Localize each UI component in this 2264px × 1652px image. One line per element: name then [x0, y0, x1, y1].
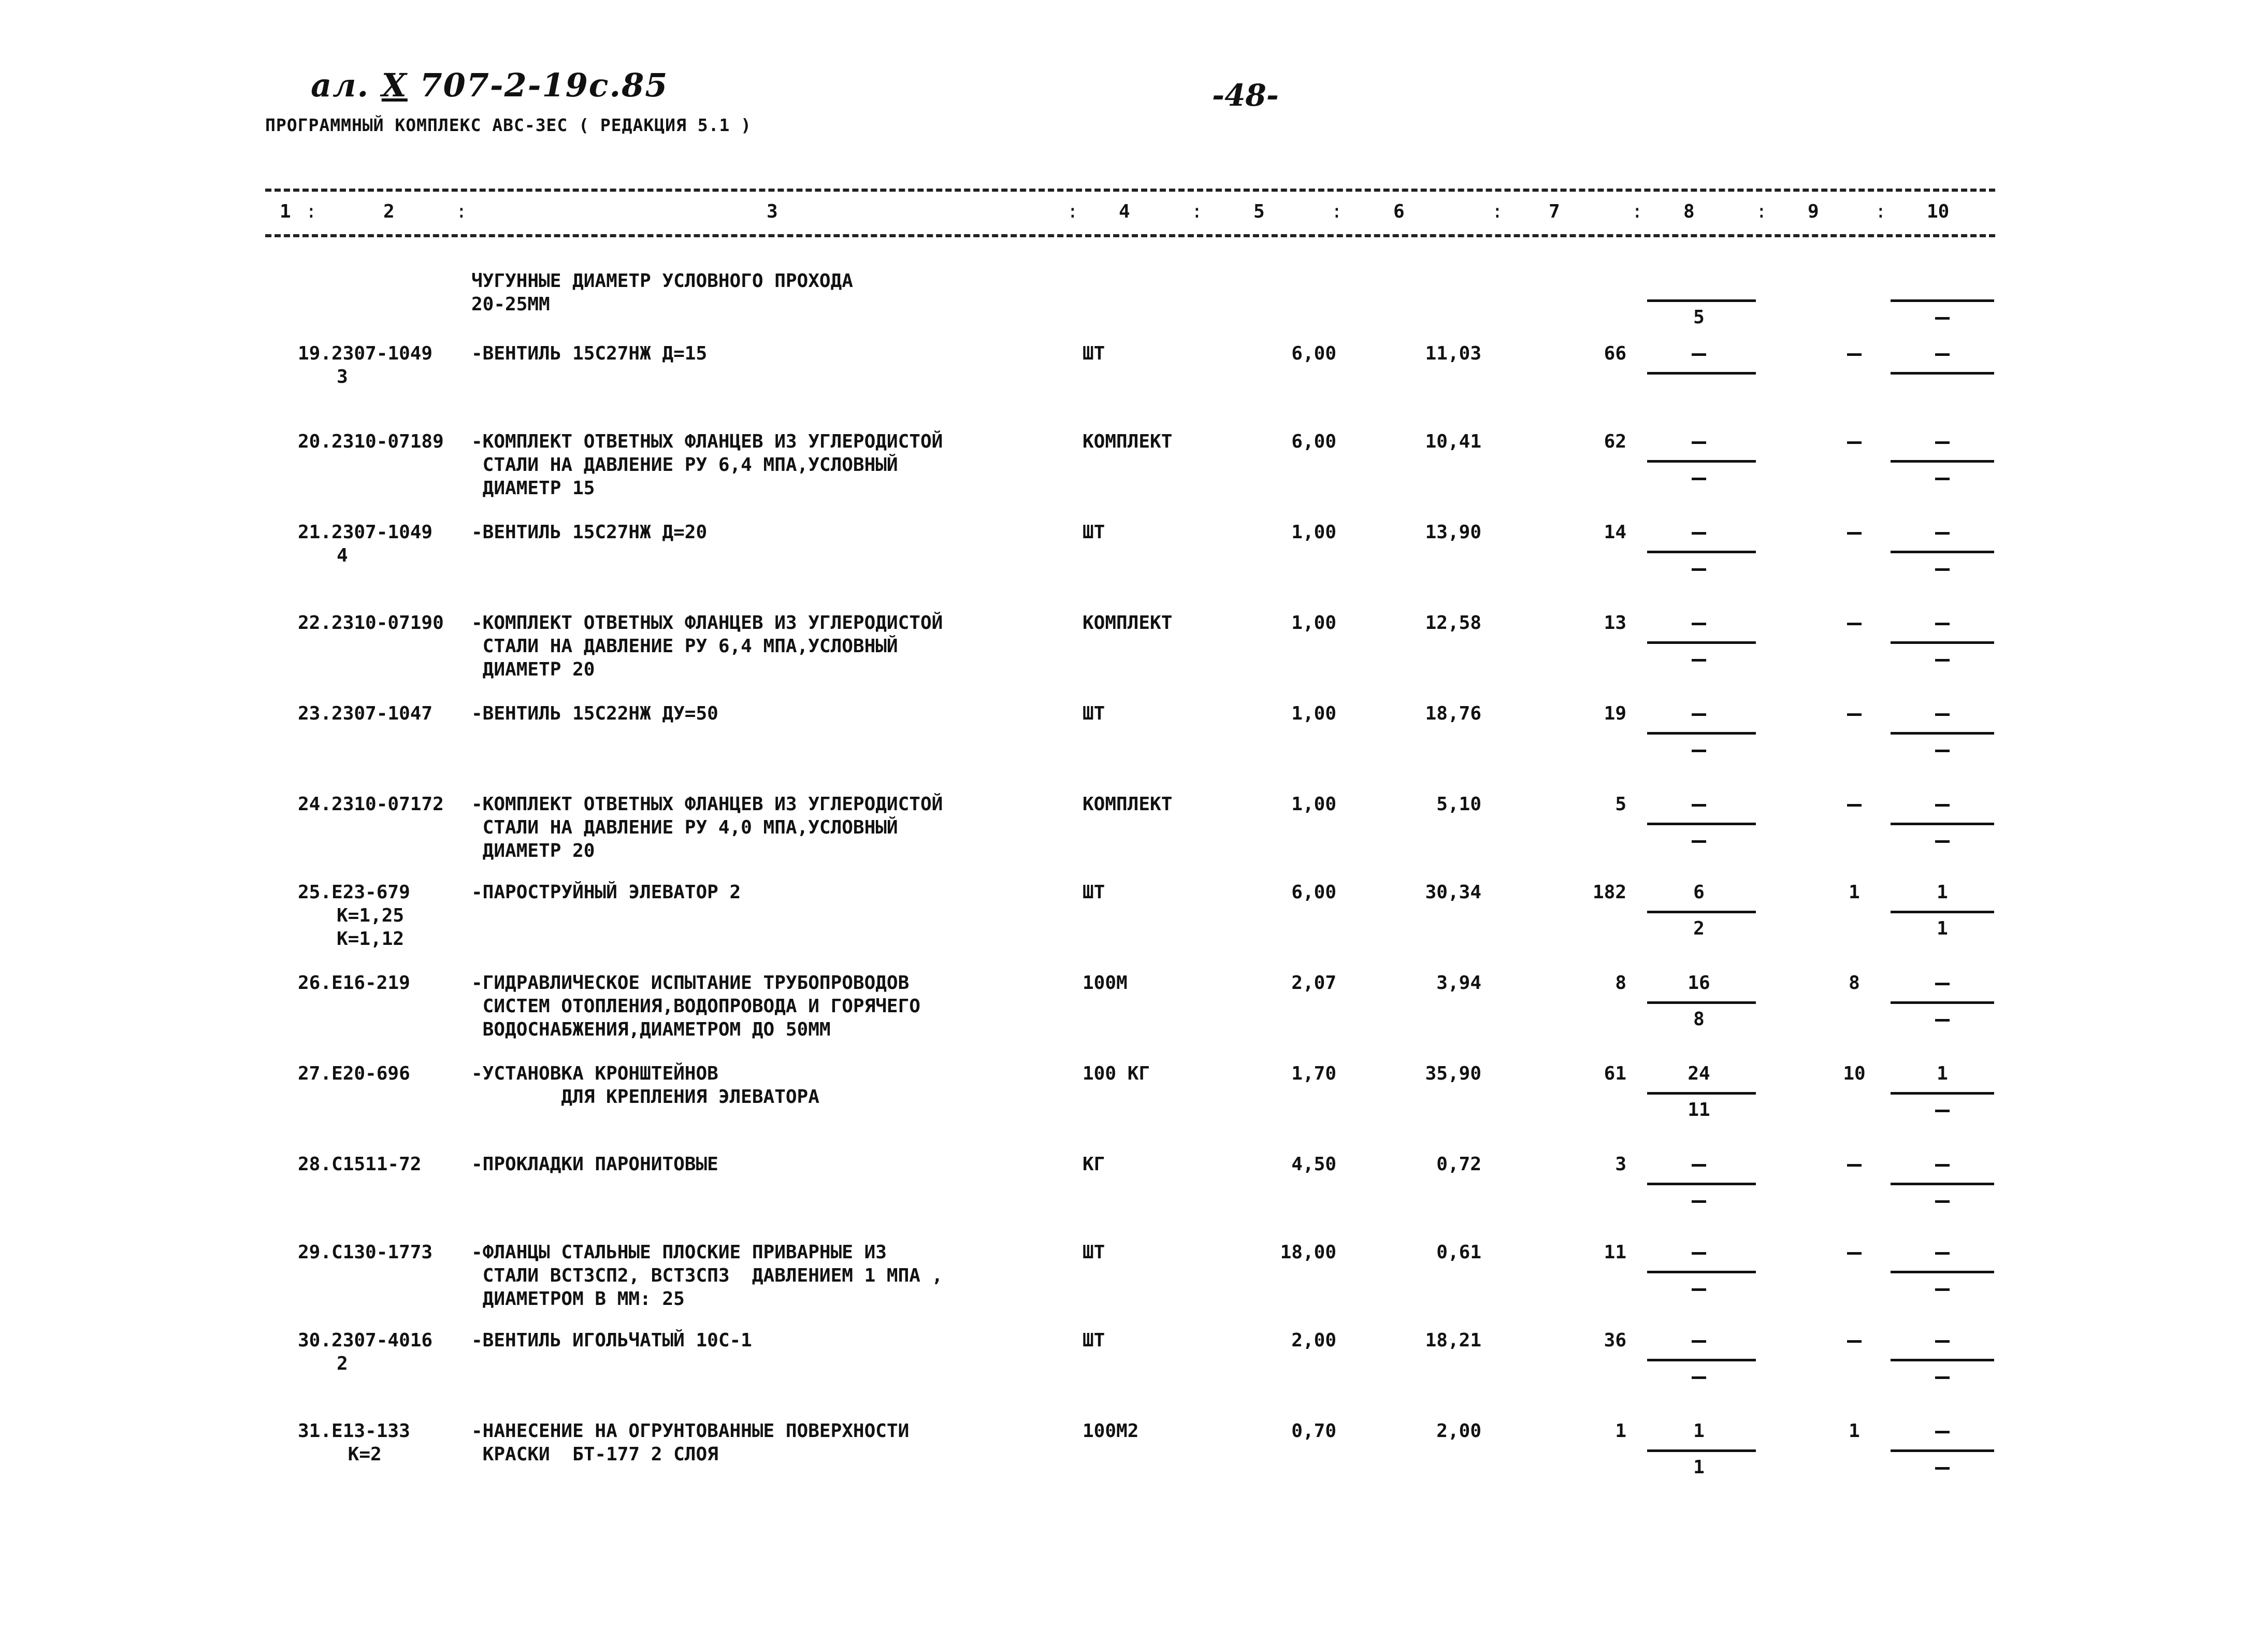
row-col8: 24 — [1688, 1063, 1710, 1084]
col-separator: : — [1875, 201, 1886, 222]
row-description: -КОМПЛЕКТ ОТВЕТНЫХ ФЛАНЦЕВ ИЗ УГЛЕРОДИСТОЙ СТАЛИ НА ДАВЛЕНИЕ РУ 4,0 МПА,УСЛОВНЫЙ ДИАМЕТР 20 — [471, 794, 943, 861]
row-col10-lower-dash — [1935, 478, 1950, 480]
col-separator: : — [1632, 201, 1643, 222]
col-separator: : — [456, 201, 467, 222]
row-code-note: 2 — [337, 1353, 348, 1374]
row-code: 25.Е23-679 — [298, 882, 410, 903]
row-col8-lower-dash — [1692, 1288, 1706, 1291]
row-col9: 1 — [1849, 882, 1860, 903]
row-col10-bar — [1891, 641, 1994, 644]
row-description: -УСТАНОВКА КРОНШТЕЙНОВ ДЛЯ КРЕПЛЕНИЯ ЭЛЕВАТОРА — [471, 1063, 819, 1108]
row-description: -КОМПЛЕКТ ОТВЕТНЫХ ФЛАНЦЕВ ИЗ УГЛЕРОДИСТОЙ СТАЛИ НА ДАВЛЕНИЕ РУ 6,4 МПА,УСЛОВНЫЙ ДИАМЕТР 20 — [471, 612, 943, 680]
row-unit-price: 3,94 — [1436, 972, 1481, 994]
row-code: 19.2307-1049 — [298, 343, 433, 364]
row-code-note: К=1,25 К=1,12 — [337, 905, 405, 950]
row-unit: КОМПЛЕКТ — [1083, 612, 1173, 634]
row-col10-dash — [1935, 804, 1950, 807]
row-col10-lower-dash — [1935, 1467, 1950, 1470]
row-description: -НАНЕСЕНИЕ НА ОГРУНТОВАННЫЕ ПОВЕРХНОСТИ КРАСКИ БТ-177 2 СЛОЯ — [471, 1420, 910, 1465]
row-col10-lower-dash — [1935, 750, 1950, 752]
col-separator: : — [306, 201, 317, 222]
handwritten-reference — [311, 66, 668, 104]
row-col9-dash — [1847, 1340, 1862, 1343]
row-unit: 100М — [1083, 972, 1128, 994]
row-unit-price: 13,90 — [1425, 522, 1481, 543]
row-col10-bar — [1891, 911, 1994, 913]
row-col10-dash — [1935, 1431, 1950, 1433]
row-unit-price: 35,90 — [1425, 1063, 1481, 1084]
row-col8-lower-dash — [1692, 568, 1706, 571]
row-col10-dash — [1935, 713, 1950, 716]
row-col9-dash — [1847, 353, 1862, 356]
row-col10-lower-dash — [1935, 1200, 1950, 1203]
row-col10-lower-dash — [1935, 1288, 1950, 1291]
row-col8-lower-dash — [1692, 1200, 1706, 1203]
row-total: 66 — [1604, 343, 1626, 364]
row-unit: ШТ — [1083, 343, 1105, 364]
col-separator: : — [1756, 201, 1767, 222]
row-col10-bar — [1891, 1449, 1994, 1452]
col-number: 2 — [383, 201, 395, 222]
row-col8-dash — [1692, 353, 1706, 356]
row-unit-price: 10,41 — [1425, 431, 1481, 452]
row-col8-lower-dash — [1692, 840, 1706, 843]
row-description: -ВЕНТИЛЬ ИГОЛЬЧАТЫЙ 10С-1 — [471, 1330, 752, 1351]
col-number: 8 — [1683, 201, 1695, 222]
row-description: -КОМПЛЕКТ ОТВЕТНЫХ ФЛАНЦЕВ ИЗ УГЛЕРОДИСТОЙ СТАЛИ НА ДАВЛЕНИЕ РУ 6,4 МПА,УСЛОВНЫЙ ДИАМЕТР 15 — [471, 431, 943, 499]
col-number: 3 — [767, 201, 778, 222]
row-unit: 100М2 — [1083, 1420, 1139, 1442]
row-col8-bar — [1647, 460, 1756, 463]
row-unit: КОМПЛЕКТ — [1083, 431, 1173, 452]
col-separator: : — [1191, 201, 1203, 222]
row-quantity: 1,00 — [1291, 612, 1336, 634]
row-col8-lower-dash — [1692, 478, 1706, 480]
row-quantity: 1,00 — [1291, 703, 1336, 724]
row-quantity: 1,00 — [1291, 794, 1336, 815]
row-description: -ГИДРАВЛИЧЕСКОЕ ИСПЫТАНИЕ ТРУБОПРОВОДОВ СИСТЕМ ОТОПЛЕНИЯ,ВОДОПРОВОДА И ГОРЯЧЕГО ВОДОСНАБЖЕНИЯ,ДИАМЕТРОМ ДО 50ММ — [471, 972, 920, 1040]
col-number: 5 — [1253, 201, 1265, 222]
row-col10: 1 — [1937, 882, 1948, 903]
row-unit: ШТ — [1083, 522, 1105, 543]
col-number: 9 — [1808, 201, 1819, 222]
row-quantity: 2,07 — [1291, 972, 1336, 994]
row-col10-dash — [1935, 983, 1950, 985]
row-unit: ШТ — [1083, 703, 1105, 724]
row-code: 27.Е20-696 — [298, 1063, 410, 1084]
row-unit-price: 0,72 — [1436, 1154, 1481, 1175]
row-col8-lower: 8 — [1693, 1009, 1705, 1030]
row-col10-lower-dash — [1935, 1110, 1950, 1112]
row-col10-bar — [1891, 460, 1994, 463]
row-unit-price: 2,00 — [1436, 1420, 1481, 1442]
row-code: 28.С1511-72 — [298, 1154, 422, 1175]
row-col10-lower-dash — [1935, 659, 1950, 662]
row-col8-bar — [1647, 641, 1756, 644]
program-title: ПРОГРАММНЫЙ КОМПЛЕКС АВС-3ЕС ( РЕДАКЦИЯ 5.1 ) — [265, 115, 752, 135]
row-description: -ПАРОСТРУЙНЫЙ ЭЛЕВАТОР 2 — [471, 882, 741, 903]
row-col10-bar — [1891, 1183, 1994, 1185]
row-col10-lower-dash — [1935, 317, 1950, 320]
row-col8-bar — [1647, 1092, 1756, 1095]
row-col8-lower: 5 — [1693, 307, 1705, 328]
row-total: 8 — [1615, 972, 1626, 994]
row-col10-bar — [1891, 1092, 1994, 1095]
row-col8-dash — [1692, 1164, 1706, 1167]
col-number: 7 — [1549, 201, 1560, 222]
row-unit: 100 КГ — [1083, 1063, 1150, 1084]
row-total: 62 — [1604, 431, 1626, 452]
row-unit-price: 11,03 — [1425, 343, 1481, 364]
row-col10-dash — [1935, 353, 1950, 356]
header-rule-top — [265, 189, 1995, 192]
row-col10-lower-dash — [1935, 1019, 1950, 1022]
row-col8-bar — [1647, 732, 1756, 735]
row-col8-bar — [1647, 1001, 1756, 1004]
row-col9: 1 — [1849, 1420, 1860, 1442]
row-col10-bar — [1891, 551, 1994, 553]
row-col9-dash — [1847, 1252, 1862, 1255]
row-code-note: 3 — [337, 366, 348, 387]
row-col9-dash — [1847, 623, 1862, 625]
row-col8-lower: 2 — [1693, 918, 1705, 939]
row-col10-lower-dash — [1935, 568, 1950, 571]
row-unit: ШТ — [1083, 1242, 1105, 1263]
row-col10: 1 — [1937, 1063, 1948, 1084]
row-col9-dash — [1847, 713, 1862, 716]
row-unit: КОМПЛЕКТ — [1083, 794, 1173, 815]
row-col8-bar — [1647, 911, 1756, 913]
row-quantity: 4,50 — [1291, 1154, 1336, 1175]
row-col9: 10 — [1843, 1063, 1866, 1084]
row-quantity: 2,00 — [1291, 1330, 1336, 1351]
row-col10-dash — [1935, 532, 1950, 535]
row-col8-dash — [1692, 1340, 1706, 1343]
row-col8-lower: 1 — [1693, 1457, 1705, 1478]
row-col8-bar — [1647, 823, 1756, 825]
row-col8-bar — [1647, 299, 1756, 302]
col-separator: : — [1067, 201, 1078, 222]
row-col8-dash — [1692, 532, 1706, 535]
row-code: 24.2310-07172 — [298, 794, 444, 815]
row-description: ЧУГУННЫЕ ДИАМЕТР УСЛОВНОГО ПРОХОДА 20-25ММ — [471, 270, 853, 315]
row-code: 30.2307-4016 — [298, 1330, 433, 1351]
handwritten-code: 707-2-19с.85 — [420, 66, 669, 104]
row-total: 61 — [1604, 1063, 1626, 1084]
row-total: 11 — [1604, 1242, 1626, 1263]
row-total: 5 — [1615, 794, 1626, 815]
row-quantity: 6,00 — [1291, 431, 1336, 452]
row-col8-bar — [1647, 1183, 1756, 1185]
row-quantity: 1,00 — [1291, 522, 1336, 543]
row-unit: ШТ — [1083, 882, 1105, 903]
row-description: -ВЕНТИЛЬ 15С27НЖ Д=15 — [471, 343, 708, 364]
row-col8-lower-dash — [1692, 1376, 1706, 1379]
row-unit-price: 18,21 — [1425, 1330, 1481, 1351]
row-col10-bar — [1891, 823, 1994, 825]
row-total: 1 — [1615, 1420, 1626, 1442]
row-col8-bar — [1647, 1271, 1756, 1273]
page-number: -48- — [1212, 78, 1279, 113]
col-number: 6 — [1393, 201, 1405, 222]
row-col10-bar — [1891, 732, 1994, 735]
row-unit-price: 30,34 — [1425, 882, 1481, 903]
row-col10-bar — [1891, 1359, 1994, 1361]
row-col8-dash — [1692, 441, 1706, 444]
col-number: 4 — [1119, 201, 1130, 222]
row-col8-dash — [1692, 623, 1706, 625]
row-col10-dash — [1935, 623, 1950, 625]
row-description: -ВЕНТИЛЬ 15С27НЖ Д=20 — [471, 522, 708, 543]
row-col9-dash — [1847, 804, 1862, 807]
row-unit-price: 18,76 — [1425, 703, 1481, 724]
row-total: 3 — [1615, 1154, 1626, 1175]
row-col8: 16 — [1688, 972, 1710, 994]
row-code: 29.С130-1773 — [298, 1242, 433, 1263]
row-col8-dash — [1692, 713, 1706, 716]
row-col8-dash — [1692, 804, 1706, 807]
row-total: 14 — [1604, 522, 1626, 543]
row-total: 13 — [1604, 612, 1626, 634]
row-description: -ФЛАНЦЫ СТАЛЬНЫЕ ПЛОСКИЕ ПРИВАРНЫЕ ИЗ СТАЛИ ВСТ3СП2, ВСТ3СП3 ДАВЛЕНИЕМ 1 МПА , ДИАМЕТРОМ В ММ: 25 — [471, 1242, 943, 1310]
row-unit-price: 0,61 — [1436, 1242, 1481, 1263]
col-number: 10 — [1927, 201, 1950, 222]
handwritten-ref: ал. — [311, 66, 370, 104]
row-col9-dash — [1847, 441, 1862, 444]
col-separator: : — [1492, 201, 1503, 222]
row-code: 31.Е13-133 — [298, 1420, 410, 1442]
row-col8-bar — [1647, 1359, 1756, 1361]
handwritten-roman: X — [381, 66, 408, 104]
row-col10-dash — [1935, 1164, 1950, 1167]
row-col10-bar — [1891, 372, 1994, 375]
row-col10-lower-dash — [1935, 840, 1950, 843]
row-col8-dash — [1692, 1252, 1706, 1255]
row-unit-price: 12,58 — [1425, 612, 1481, 634]
col-separator: : — [1331, 201, 1343, 222]
row-col10-dash — [1935, 1340, 1950, 1343]
row-description: -ПРОКЛАДКИ ПАРОНИТОВЫЕ — [471, 1154, 718, 1175]
row-col8-bar — [1647, 551, 1756, 553]
row-col8-lower-dash — [1692, 659, 1706, 662]
col-number: 1 — [280, 201, 291, 222]
row-quantity: 6,00 — [1291, 882, 1336, 903]
row-col10-lower-dash — [1935, 1376, 1950, 1379]
row-unit-price: 5,10 — [1436, 794, 1481, 815]
row-col8-bar — [1647, 372, 1756, 375]
row-code: 21.2307-1049 — [298, 522, 433, 543]
row-col8: 1 — [1693, 1420, 1705, 1442]
column-numbers — [0, 201, 2264, 227]
row-description: -ВЕНТИЛЬ 15С22НЖ ДУ=50 — [471, 703, 718, 724]
row-col8-lower: 11 — [1688, 1099, 1710, 1121]
row-col9-dash — [1847, 1164, 1862, 1167]
row-code-note: 4 — [337, 545, 348, 566]
row-quantity: 1,70 — [1291, 1063, 1336, 1084]
row-unit: КГ — [1083, 1154, 1105, 1175]
row-col10-bar — [1891, 1271, 1994, 1273]
row-total: 19 — [1604, 703, 1626, 724]
row-total: 182 — [1592, 882, 1626, 903]
row-quantity: 18,00 — [1280, 1242, 1336, 1263]
row-code-note: К=2 — [337, 1444, 382, 1465]
row-code: 20.2310-07189 — [298, 431, 444, 452]
row-col10-dash — [1935, 441, 1950, 444]
row-quantity: 6,00 — [1291, 343, 1336, 364]
row-total: 36 — [1604, 1330, 1626, 1351]
row-quantity: 0,70 — [1291, 1420, 1336, 1442]
row-col8-lower-dash — [1692, 750, 1706, 752]
row-col10-lower: 1 — [1937, 918, 1948, 939]
row-code: 23.2307-1047 — [298, 703, 433, 724]
row-col10-bar — [1891, 299, 1994, 302]
row-code: 26.Е16-219 — [298, 972, 410, 994]
row-col8: 6 — [1693, 882, 1705, 903]
row-col9-dash — [1847, 532, 1862, 535]
header-rule-bottom — [265, 234, 1995, 237]
row-col10-bar — [1891, 1001, 1994, 1004]
row-col8-bar — [1647, 1449, 1756, 1452]
row-code: 22.2310-07190 — [298, 612, 444, 634]
row-col9: 8 — [1849, 972, 1860, 994]
row-col10-dash — [1935, 1252, 1950, 1255]
row-unit: ШТ — [1083, 1330, 1105, 1351]
